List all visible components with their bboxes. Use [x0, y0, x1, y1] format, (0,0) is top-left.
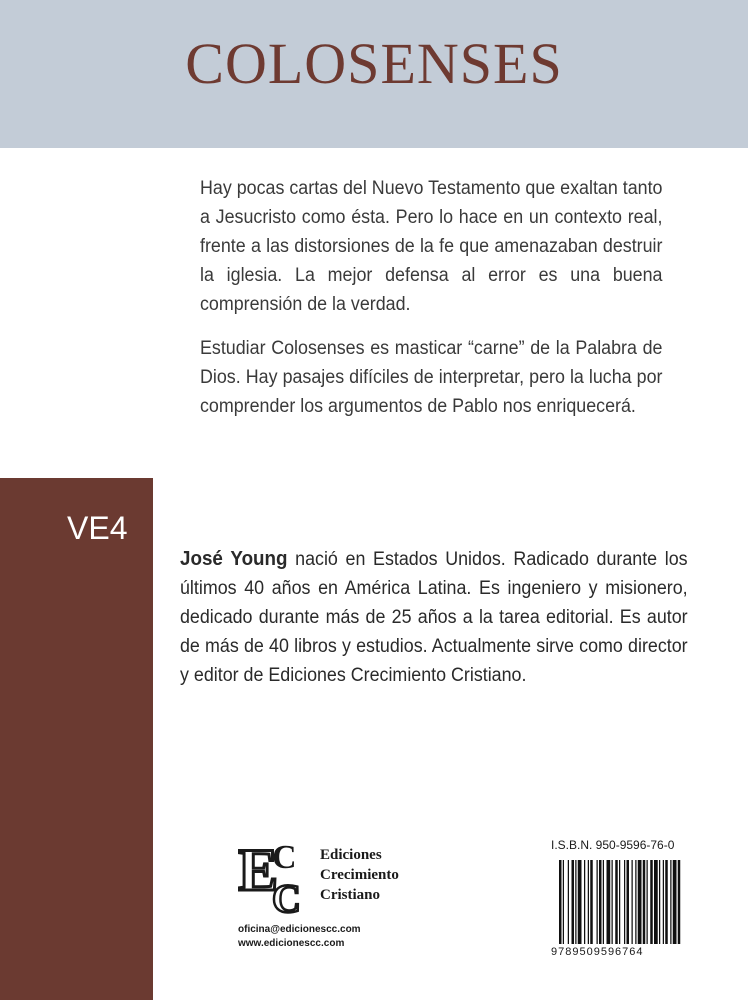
svg-text:C: C	[272, 839, 297, 876]
svg-text:E: E	[238, 838, 279, 903]
barcode-number: 9789509596764	[551, 946, 644, 958]
intro-paragraph-1: Hay pocas cartas del Nuevo Testamento que exaltan tanto a Jesucristo como ésta. Pero lo hace en un contexto real, frente a las distorsiones de la fe que amenazaban destruir la iglesia. La mejor defensa al error es una buena comprensión de la verdad.	[200, 178, 663, 315]
publisher-email: oficina@edicionescc.com	[238, 924, 361, 935]
publisher-website: www.edicionescc.com	[238, 938, 345, 949]
intro-paragraph-2: Estudiar Colosenses es masticar “carne” de la Palabra de Dios. Hay pasajes difíciles de interpretar, pero la lucha por comprender los argumentos de Pablo nos enriquecerá.	[200, 338, 663, 417]
publisher-logo-icon	[238, 838, 318, 918]
author-bio	[180, 545, 688, 690]
barcode-icon	[557, 860, 729, 950]
publisher-name-line-1: Ediciones	[320, 847, 382, 863]
series-code: VE4	[67, 510, 128, 546]
publisher-name-line-3: Cristiano	[320, 887, 380, 903]
author-name: José Young	[180, 548, 288, 570]
author-bio-text: nació en Estados Unidos. Radicado durante los últimos 40 años en América Latina. Es ingeniero y misionero, dedicado durante más de 25 años a la tarea editorial. Es autor de más de 40 libros y estudios. Actualmente sirve como director y editor de Ediciones Crecimiento Cristiano.	[180, 549, 688, 686]
book-title: COLOSENSES	[185, 31, 563, 96]
svg-text:C: C	[272, 876, 301, 918]
publisher-name-line-2: Crecimiento	[320, 867, 399, 883]
publisher-contact	[238, 923, 361, 951]
isbn-label: I.S.B.N. 950-9596-76-0	[551, 838, 675, 852]
publisher-name	[320, 845, 399, 905]
side-band	[0, 478, 153, 1000]
